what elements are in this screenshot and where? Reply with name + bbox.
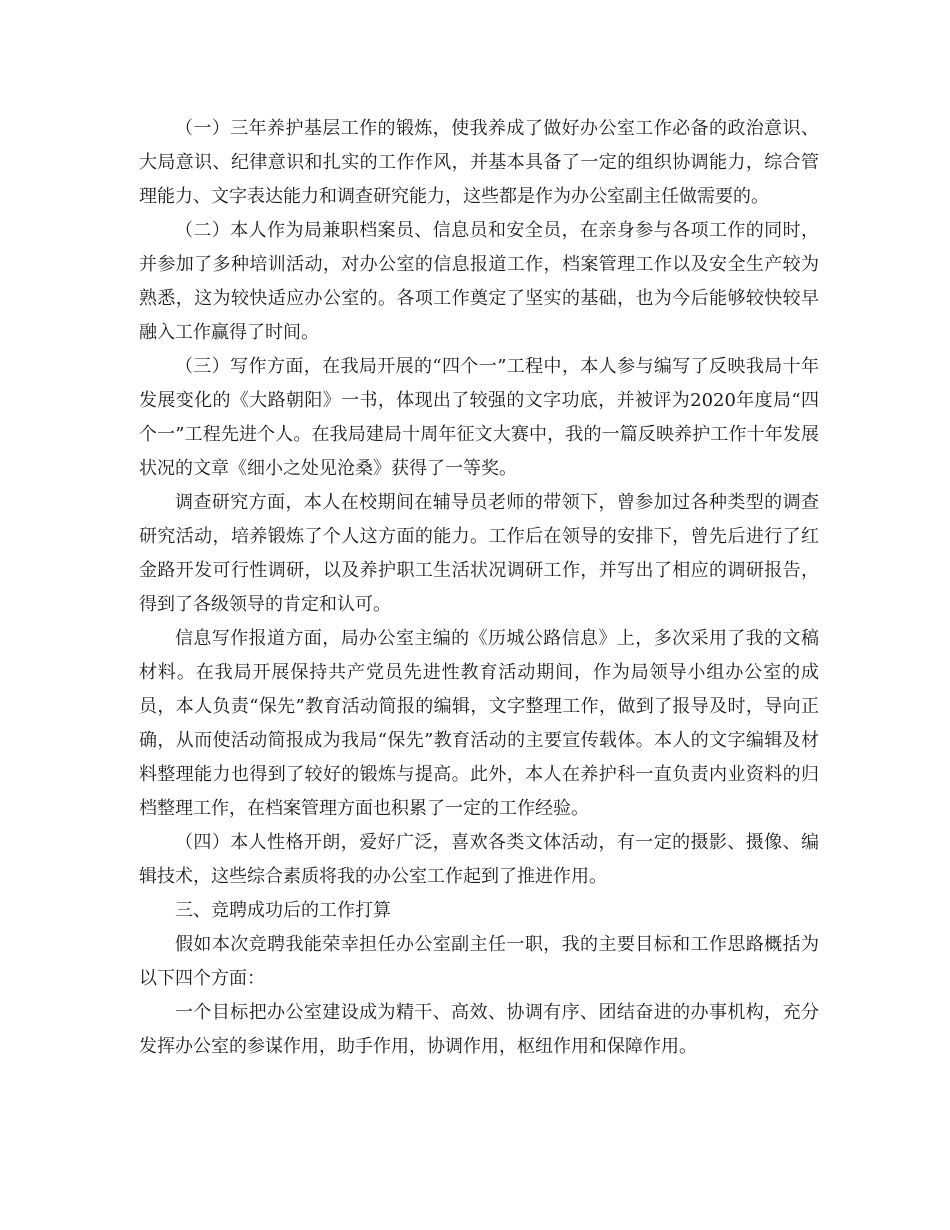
paragraph-9: 一个目标把办公室建设成为精干、高效、协调有序、团结奋进的办事机构，充分发挥办公室的参谋作用，助手作用，协调作用，枢纽作用和保障作用。 [139, 1002, 819, 1057]
paragraph-4: 调查研究方面，本人在校期间在辅导员老师的带领下，曾参加过各种类型的调查研究活动，培养锻炼了个人这方面的能力。工作后在领导的安排下，曾先后进行了红金路开发可行性调研，以及养护职工生活状况调研工作，并写出了相应的调研报告，得到了各级领导的肯定和认可。 [139, 492, 819, 615]
paragraph-3: （三）写作方面，在我局开展的“四个一”工程中，本人参与编写了反映我局十年发展变化的《大路朝阳》一书，体现出了较强的文字功底，并被评为2020年度局“四个一”工程先进个人。在我局建局十周年征文大赛中，我的一篇反映养护工作十年发展状况的文章《细小之处见沧桑》获得了一等奖。 [139, 356, 819, 479]
paragraph-5: 信息写作报道方面，局办公室主编的《历城公路信息》上，多次采用了我的文稿材料。在我局开展保持共产党员先进性教育活动期间，作为局领导小组办公室的成员，本人负责“保先”教育活动简报的编辑，文字整理工作，做到了报导及时，导向正确，从而使活动简报成为我局“保先”教育活动的主要宣传载体。本人的文字编辑及材料整理能力也得到了较好的锻炼与提高。此外，本人在养护科一直负责内业资料的归档整理工作，在档案管理方面也积累了一定的工作经验。 [139, 628, 819, 819]
section-heading: 三、竞聘成功后的工作打算 [175, 900, 391, 921]
document-page [139, 112, 819, 1064]
paragraph-1: （一）三年养护基层工作的锻炼，使我养成了做好办公室工作必备的政治意识、大局意识、纪律意识和扎实的工作作风，并基本具备了一定的组织协调能力，综合管理能力、文字表达能力和调查研究能力，这些都是作为办公室副主任做需要的。 [139, 118, 819, 207]
paragraph-2: （二）本人作为局兼职档案员、信息员和安全员，在亲身参与各项工作的同时，并参加了多种培训活动，对办公室的信息报道工作，档案管理工作以及安全生产较为熟悉，这为较快适应办公室的。各项工作奠定了坚实的基础，也为今后能够较快较早融入工作赢得了时间。 [139, 220, 819, 343]
paragraph-8: 假如本次竞聘我能荣幸担任办公室副主任一职，我的主要目标和工作思路概括为以下四个方面： [139, 934, 819, 989]
paragraph-6: （四）本人性格开朗，爱好广泛，喜欢各类文体活动，有一定的摄影、摄像、编辑技术，这些综合素质将我的办公室工作起到了推进作用。 [139, 832, 819, 887]
